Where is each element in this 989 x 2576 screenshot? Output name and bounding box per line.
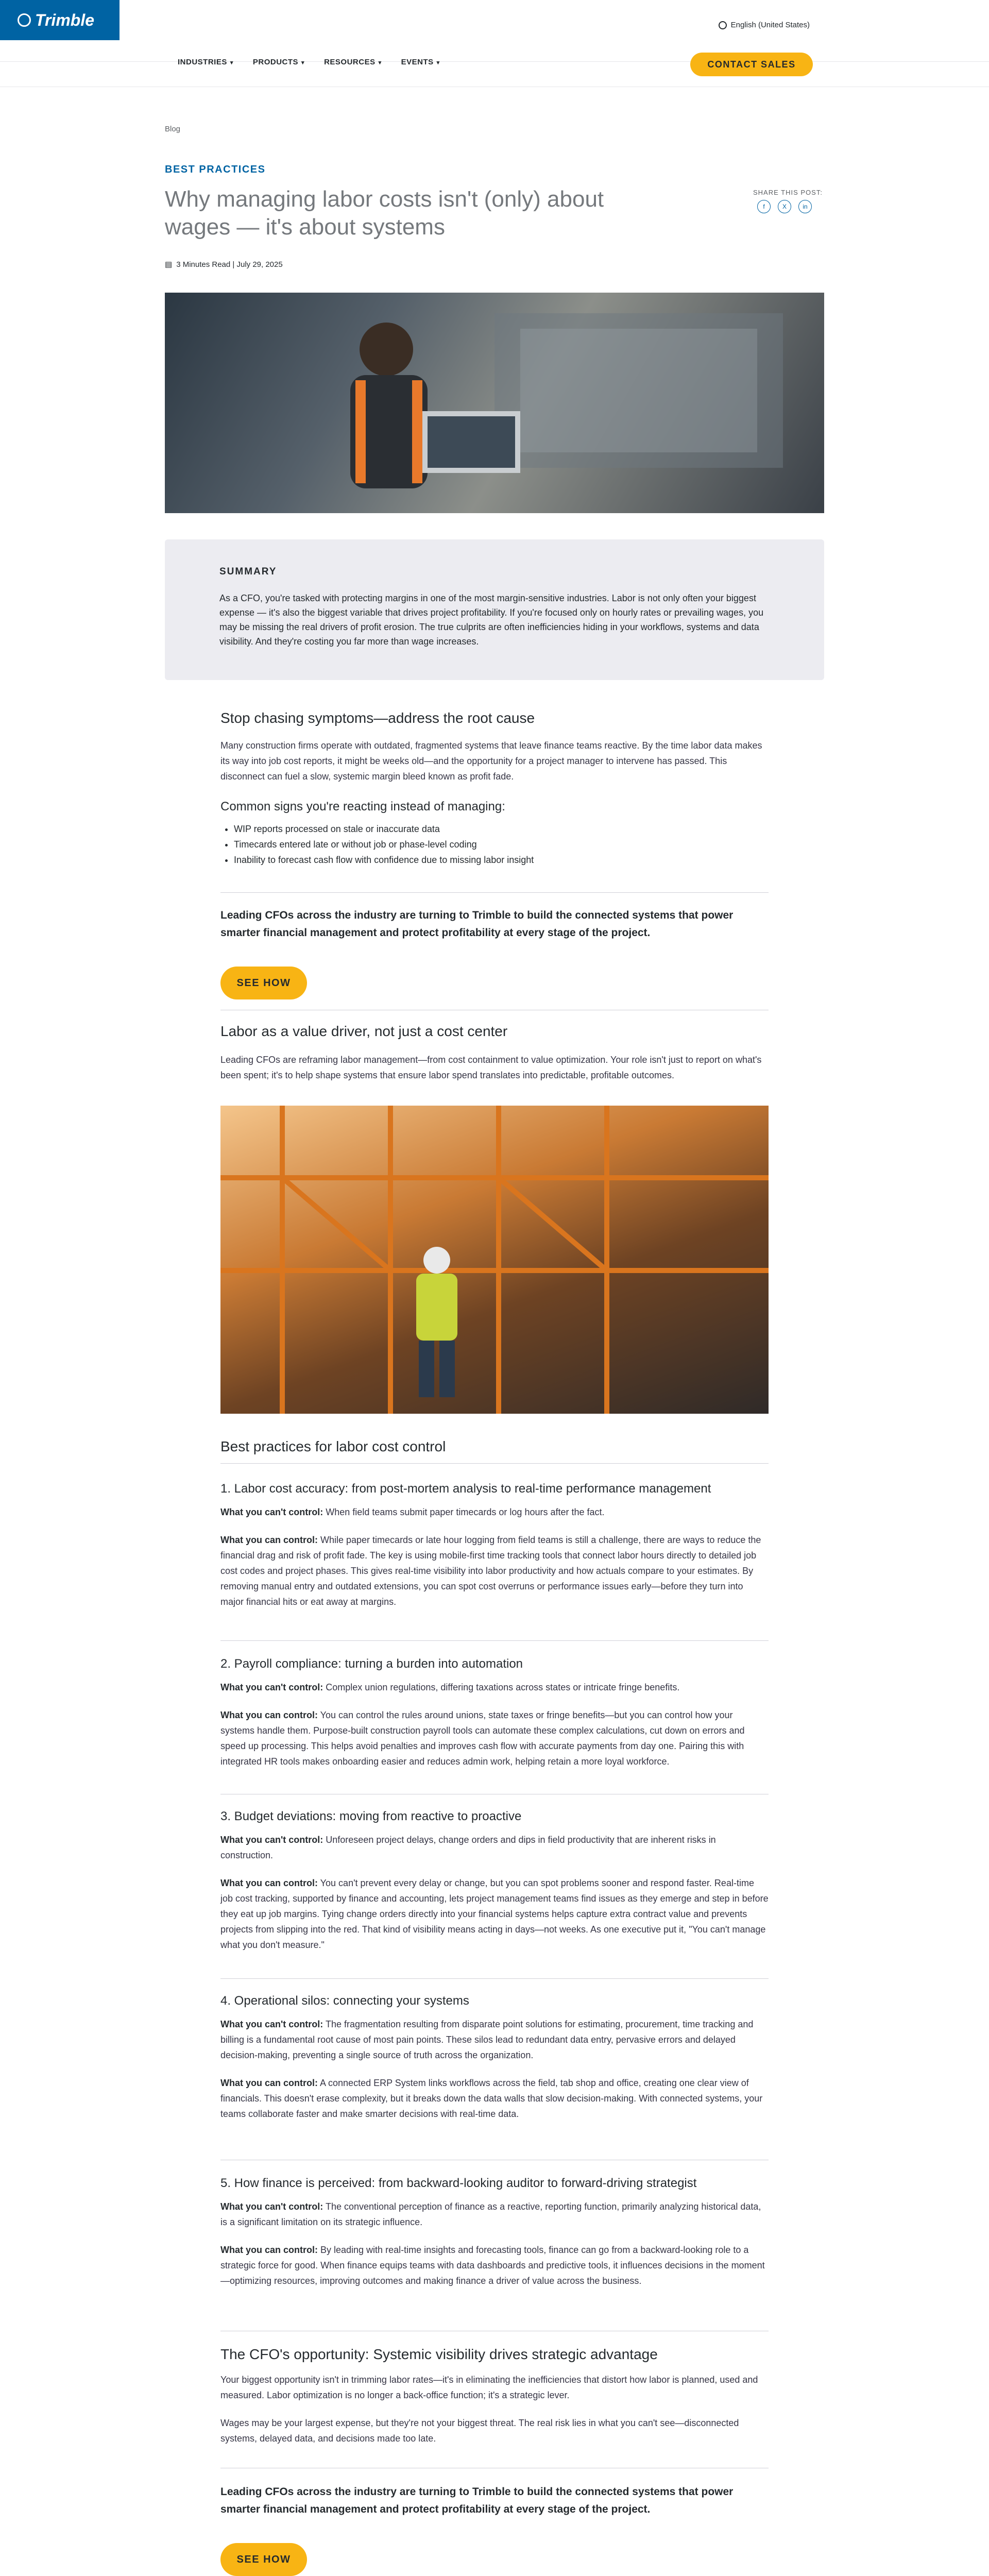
see-how-button[interactable]: SEE HOW — [220, 967, 307, 999]
article-title: Why managing labor costs isn't (only) about wages — it's about systems — [165, 187, 604, 240]
practice-5 — [220, 2176, 769, 2289]
trimble-globe-icon — [18, 13, 31, 27]
hero-image — [165, 293, 824, 513]
practice-can: What you can control: You can control the rules around unions, state taxes or fringe benefits—but you can control how your systems handle them. Purpose-built construction payroll tools can automate these complex calculations, cut down on errors and speed up processing. This helps avoid penalties and improves cash flow with accurate payments from day one. Pairing this with integrated HR tools makes onboarding easier and reduces admin work, helping retain a more loyal workforce. — [220, 1710, 745, 1767]
practice-title: 2. Payroll compliance: turning a burden into automation — [220, 1657, 523, 1671]
section-heading-best-practices: Best practices for labor cost control — [220, 1438, 446, 1454]
practice-cant: What you can't control: When field teams submit paper timecards or log hours after the fact. — [220, 1507, 605, 1517]
section-text-root-cause: Many construction firms operate with outdated, fragmented systems that leave finance teams reactive. By the time labor data makes its way into job cost reports, it might be weeks old—and the opportunity for a project manager to intervene has passed. This disconnect can fuel a slow, systemic margin bleed known as profit fade. — [220, 740, 762, 782]
practice-1 — [220, 1482, 769, 1609]
x-icon[interactable]: X — [778, 200, 791, 213]
list-item: • Inability to forecast cash flow with confidence due to missing labor insight — [234, 852, 769, 868]
article-category: BEST PRACTICES — [165, 164, 266, 175]
divider — [220, 892, 769, 893]
nav-products[interactable]: PRODUCTS ▾ — [253, 58, 304, 66]
contact-sales-button[interactable]: CONTACT SALES — [690, 53, 813, 76]
practice-cant: What you can't control: Complex union regulations, differing taxations across states or intricate fringe benefits. — [220, 1682, 680, 1692]
linkedin-icon[interactable]: in — [798, 200, 812, 213]
summary-title: SUMMARY — [219, 566, 277, 577]
divider — [220, 1463, 769, 1464]
list-item: • Timecards entered late or without job or phase-level coding — [234, 837, 769, 852]
calendar-icon: ▤ — [165, 260, 173, 269]
share-label: SHARE THIS POST: — [753, 189, 823, 196]
practice-title: 3. Budget deviations: moving from reactive to proactive — [220, 1809, 522, 1823]
divider — [220, 1640, 769, 1641]
practice-2 — [220, 1657, 769, 1769]
worker-laptop-illustration — [165, 293, 824, 513]
practice-cant: What you can't control: The conventional perception of finance as a reactive, reporting function, primarily analyzing historical data, is a significant limitation on its strategic influence. — [220, 2201, 761, 2227]
section-heading-value-driver: Labor as a value driver, not just a cost center — [220, 1023, 508, 1039]
article-meta: ▤ 3 Minutes Read | July 29, 2025 — [165, 260, 283, 269]
summary-text: As a CFO, you're tasked with protecting margins in one of the most margin-sensitive industries. Labor is not only often your biggest expense — it's also the biggest variable that drives project profitability. If you're focused only on hourly rates or prevailing wages, you may be missing the real drivers of profit erosion. The true culprits are often inefficiencies hiding in your workflows, systems and data visibility. And they're costing you far more than wage increases. — [219, 593, 764, 647]
practice-title: 1. Labor cost accuracy: from post-mortem analysis to real-time performance management — [220, 1482, 711, 1496]
section-text-cfo-1: Your biggest opportunity isn't in trimming labor rates—it's in eliminating the inefficiencies that distort how labor is planned, used and measured. Labor optimization is no longer a back-office function; it's a strategic lever. — [220, 2375, 758, 2400]
list-item: • WIP reports processed on stale or inaccurate data — [234, 821, 769, 837]
practice-title: 5. How finance is perceived: from backward-looking auditor to forward-driving strategist — [220, 2176, 697, 2190]
language-selector[interactable]: English (United States) — [719, 21, 810, 29]
section-text-cfo-2: Wages may be your largest expense, but they're not your biggest threat. The real risk lies in what you can't see—disconnected systems, delayed data, and decisions made too late. — [220, 2418, 739, 2444]
practice-can: What you can control: You can't prevent every delay or change, but you can spot problems sooner and respond faster. Real-time job cost tracking, supported by finance and accounting, lets project management teams find issues as they emerge and step in before they eat up job margins. Tying change orders directly into your financial systems helps capture extra contract value and prevents projects from slipping into the red. That kind of visibility means acting in days—not weeks. As one executive put it, "You can't manage what you don't measure." — [220, 1878, 769, 1950]
divider — [220, 1978, 769, 1979]
summary-box — [165, 539, 824, 680]
callout-text: Leading CFOs across the industry are turning to Trimble to build the connected systems that power smarter financial management and protect profitability at every stage of the project. — [220, 2486, 734, 2515]
nav-industries[interactable]: INDUSTRIES ▾ — [178, 58, 233, 66]
facebook-icon[interactable]: f — [757, 200, 771, 213]
practice-cant: What you can't control: The fragmentation resulting from disparate point solutions for estimating, procurement, time tracking and billing is a fundamental root cause of most pain points. These silos lead to redundant data entry, pervasive errors and delayed decision-making, preventing a single source of truth across the organization. — [220, 2019, 754, 2060]
globe-icon — [719, 21, 727, 29]
practice-4 — [220, 1994, 769, 2122]
share-icons — [757, 200, 812, 213]
see-how-button[interactable]: SEE HOW — [220, 2543, 307, 2576]
practice-can: What you can control: While paper timecards or late hour logging from field teams is still a challenge, there are ways to reduce the financial drag and risk of profit fade. The key is using mobile-first time tracking tools that connect labor hours directly to detailed job cost codes and project phases. This gives real-time visibility into labor productivity and how actuals compare to your estimates. By removing manual entry and outdated extensions, you can spot cost overruns or performance issues early—before they turn into major financial hits or eat away at margins. — [220, 1535, 761, 1607]
practice-cant: What you can't control: Unforeseen project delays, change orders and dips in field productivity that are inherent risks in construction. — [220, 1835, 716, 1860]
scaffold-worker-image — [220, 1106, 769, 1414]
section-text-value-driver: Leading CFOs are reframing labor management—from cost containment to value optimization. Your role isn't just to report on what's been spent; it's to help shape systems that ensure labor spend translates into predictable, profitable outcomes. — [220, 1055, 762, 1080]
practice-can: What you can control: By leading with real-time insights and forecasting tools, finance can go from a backward-looking role to a strategic force for good. When finance equips teams with data dashboards and predictive tools, it influences decisions in the moment—optimizing resources, improving outcomes and making finance a driver of value across the business. — [220, 2245, 765, 2286]
subheading-common-signs: Common signs you're reacting instead of managing: — [220, 800, 505, 814]
main-nav — [178, 58, 440, 66]
practice-can: What you can control: A connected ERP System links workflows across the field, tab shop and office, creating one clear view of financials. This doesn't erase complexity, but it breaks down the data walls that slow decision-making. With connected systems, your teams collaborate faster and make smarter decisions with real-time data. — [220, 2078, 763, 2119]
section-heading-cfo-opportunity: The CFO's opportunity: Systemic visibility drives strategic advantage — [220, 2346, 658, 2362]
scaffolding-illustration — [220, 1106, 769, 1414]
practice-title: 4. Operational silos: connecting your systems — [220, 1994, 469, 2008]
signs-list — [220, 821, 769, 868]
trimble-logo[interactable]: Trimble — [0, 0, 120, 40]
nav-resources[interactable]: RESOURCES ▾ — [324, 58, 382, 66]
section-heading-root-cause: Stop chasing symptoms—address the root cause — [220, 710, 535, 726]
practice-3 — [220, 1809, 769, 1953]
site-header — [0, 0, 989, 62]
breadcrumb[interactable]: Blog — [165, 125, 181, 133]
nav-events[interactable]: EVENTS ▾ — [401, 58, 440, 66]
callout-text: Leading CFOs across the industry are turning to Trimble to build the connected systems that power smarter financial management and protect profitability at every stage of the project. — [220, 909, 734, 939]
